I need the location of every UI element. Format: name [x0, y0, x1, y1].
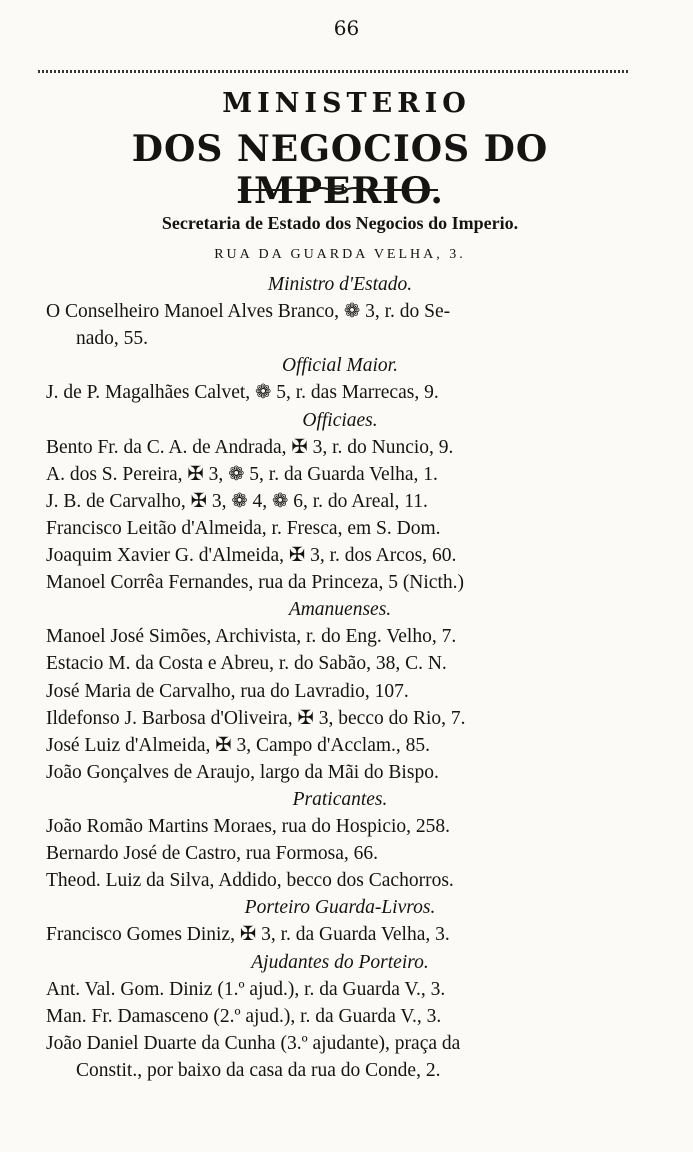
staff-entry: João Romão Martins Moraes, rua do Hospicio, 258.	[46, 816, 451, 837]
staff-entry: José Luiz d'Almeida, ✠ 3, Campo d'Acclam., 85.	[46, 734, 431, 756]
section-heading: Ministro d'Estado.	[267, 274, 413, 295]
secretaria-address: RUA DA GUARDA VELHA, 3.	[214, 247, 466, 262]
staff-entry: Ant. Val. Gom. Diniz (1.º ajud.), r. da Guarda V., 3.	[46, 978, 446, 1000]
page-number: 66	[333, 16, 360, 40]
staff-entry: Francisco Leitão d'Almeida, r. Fresca, em S. Dom.	[46, 517, 441, 539]
heading-ministerio: MINISTERIO	[222, 88, 471, 119]
staff-entry: A. dos S. Pereira, ✠ 3, ❁ 5, r. da Guarda Velha, 1.	[46, 463, 438, 485]
section-heading: Official Maior.	[282, 355, 398, 377]
staff-entry: nado, 55.	[76, 328, 149, 350]
staff-entry: Manoel José Simões, Archivista, r. do Eng. Velho, 7.	[46, 626, 457, 648]
staff-entry: O Conselheiro Manoel Alves Branco, ❁ 3, r. do Se-	[46, 301, 451, 323]
staff-entry: Joaquim Xavier G. d'Almeida, ✠ 3, r. dos Arcos, 60.	[46, 545, 457, 566]
staff-entry: Theod. Luiz da Silva, Addido, becco dos Cachorros.	[46, 870, 454, 892]
secretaria-title: Secretaria de Estado dos Negocios do Imperio.	[161, 213, 519, 233]
staff-entry: João Daniel Duarte da Cunha (3.º ajudante), praça da	[46, 1032, 461, 1054]
section-heading: Amanuenses.	[288, 599, 392, 621]
top-dotted-rule	[38, 70, 628, 73]
section-heading: Officiaes.	[302, 409, 378, 431]
staff-entry: Bento Fr. da C. A. de Andrada, ✠ 3, r. do Nuncio, 9.	[46, 436, 454, 458]
section-heading: Ajudantes do Porteiro.	[251, 951, 429, 973]
staff-entry: Manoel Corrêa Fernandes, rua da Princeza, 5 (Nicth.)	[46, 572, 465, 594]
staff-entry: J. de P. Magalhães Calvet, ❁ 5, r. das Marrecas, 9.	[46, 382, 439, 404]
staff-entry: Constit., por baixo da casa da rua do Conde, 2.	[76, 1059, 441, 1081]
staff-entry: Ildefonso J. Barbosa d'Oliveira, ✠ 3, becco do Rio, 7.	[46, 707, 466, 729]
heading-negocios: DOS NEGOCIOS DO IMPERIO.	[131, 128, 549, 212]
staff-entry: Francisco Gomes Diniz, ✠ 3, r. da Guarda Velha, 3.	[46, 924, 450, 946]
staff-entry: Estacio M. da Costa e Abreu, r. do Sabão, 38, C. N.	[46, 653, 447, 675]
staff-entry: J. B. de Carvalho, ✠ 3, ❁ 4, ❁ 6, r. do Areal, 11.	[46, 490, 428, 512]
staff-entry: João Gonçalves de Araujo, largo da Mãi do Bispo.	[46, 761, 439, 783]
staff-entry: José Maria de Carvalho, rua do Lavradio, 107.	[46, 680, 409, 702]
staff-entry: Man. Fr. Damasceno (2.º ajud.), r. da Guarda V., 3.	[46, 1005, 442, 1027]
staff-entry: Bernardo José de Castro, rua Formosa, 66.	[46, 843, 378, 865]
section-heading: Praticantes.	[292, 788, 388, 810]
section-heading: Porteiro Guarda-Livros.	[244, 897, 436, 919]
ornament-divider-icon	[238, 183, 438, 197]
